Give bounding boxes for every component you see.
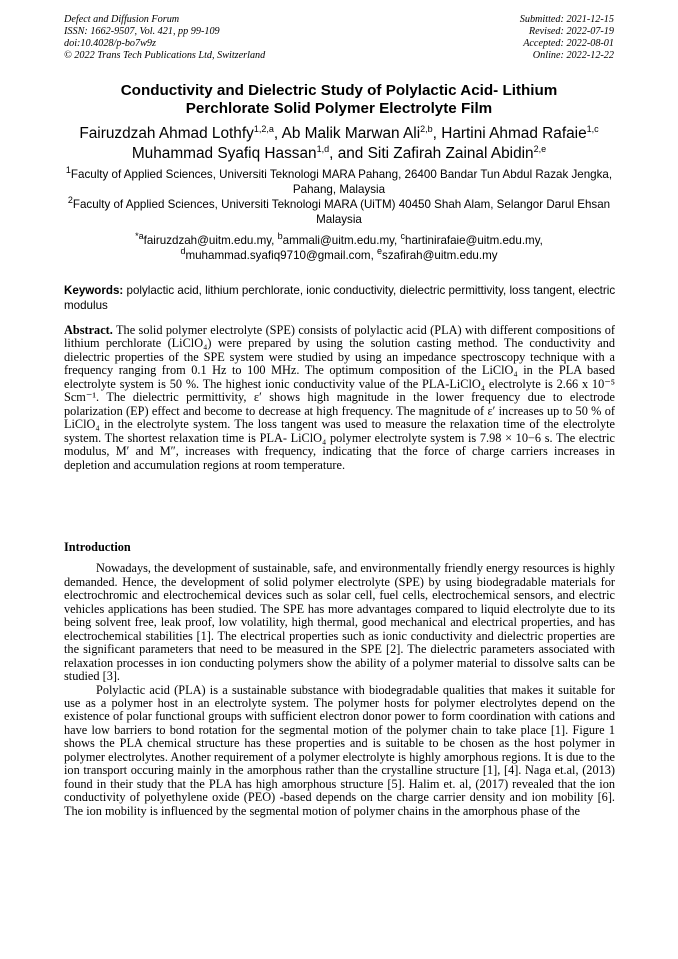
email[interactable]: hartinirafaie@uitm.edu.my,: [405, 234, 543, 247]
aff-sup: 1: [65, 165, 71, 176]
journal-info: [64, 14, 265, 62]
online-date: Online: 2022-12-22: [532, 50, 614, 61]
keywords: [64, 283, 616, 313]
email[interactable]: ammali@uitm.edu.my,: [282, 234, 401, 247]
author-sup: 1,d: [316, 143, 330, 154]
author-sup: 1,2,a: [253, 123, 274, 134]
copyright: © 2022 Trans Tech Publications Ltd, Switzerland: [64, 50, 266, 61]
author-sup: 1,c: [586, 123, 599, 134]
paragraph: Polylactic acid (PLA) is a sustainable substance with biodegradable qualities that makes it suitable for use as a polymer host in an electrolyte system. The polymer hosts for polymer electrolytes depend on the existence of polar functional groups with sufficient electron donor power to form coordination with cations and have low barriers to bond rotation for the segmental motion of the polymer chain to take place [1]. Figure 1 shows the PLA chemical structure has these properties and is suitable to be chosen as the host polymer in polymer electrolytes. Another requirement of a polymer electrolyte is highly amorphous regions. It is due to the ion transport occuring mainly in the amorphous rather than the crystalline structure [1], [4]. Naga et.al, (2013) found in their study that the PLA has high amorphous structure [5]. Halim et. al, (2017) revealed that the ion conductivity of polyethylene oxide (PEO) -based depends on the charge carrier density and ion mobility [6]. The ion mobility is influenced by the segmental motion of polymer chains in the amorphous phase of the: [64, 682, 615, 818]
author-name: Fairuzdzah Ahmad Lothfy: [79, 125, 254, 142]
author-sep: , and: [329, 145, 368, 162]
aff-text: Faculty of Applied Sciences, Universiti Teknologi MARA Pahang, 26400 Bandar Tun Abdul Razak Jengka, Pahang, Malaysia: [70, 168, 613, 196]
revised-date: Revised: 2022-07-19: [528, 26, 614, 37]
section-heading: Introduction: [64, 540, 131, 554]
paragraph: Nowadays, the development of sustainable, safe, and environmentally friendly energy resources is highly demanded. Hence, the development of solid polymer electrolyte (SPE) by using biodegradable materials for electrochromic and electrochemical devices such as solar cell, fuel cells, electrochemical sensors, and electric vehicles applications has been studied. The SPE has more advantages compared to liquid electrolyte due to its being solvent free, leak proof, low volatility, high thermal, good mechanical and electrical properties, and has electrochemical stabilities [1]. The electrical properties such as ionic conductivity and dielectric properties are the significant parameters that need to be measured in the SPE [2]. The dielectric parameters associated with relaxation processes in ion conducting polymers show the ability of a polymer material to dissolve salts can be studied [3].: [64, 561, 615, 684]
affiliation-2: [50, 197, 628, 227]
keywords-label: Keywords:: [64, 284, 124, 297]
email-sup: *a: [135, 231, 144, 242]
email[interactable]: muhammad.syafiq9710@gmail.com,: [185, 249, 378, 262]
affiliation-1: [50, 167, 628, 197]
email-sup: b: [277, 231, 283, 242]
aff-text: Faculty of Applied Sciences, Universiti Teknologi MARA (UiTM) 40450 Shah Alam, Selangor Darul Ehsan Malaysia: [72, 198, 611, 226]
author-sep: ,: [273, 125, 282, 142]
submitted-date: Submitted: 2021-12-15: [519, 14, 614, 25]
authors: [30, 124, 648, 164]
emails: [50, 233, 628, 263]
abstract-text: The solid polymer electrolyte (SPE) consists of polylactic acid (PLA) with different compositions of lithium perchlorate (LiClO₄) were prepared by using the solution casting method. The conductivity and dielectric properties of the SPE system were studied by using an impedance spectroscopy technique with a frequency ranging from 0.1 Hz to 100 MHz. The optimum composition of the LiClO₄ in the PLA based electrolyte system is 50 %. The highest ionic conductivity value of the PLA-LiClO₄ electrolyte is 2.66 x 10⁻⁵ Scm⁻¹. The dielectric permittivity, ε′ shows high magnitude in the lower frequency due to electrode polarization (EP) effect and become to decrease at high frequency. The magnitude of ε′ increases up to 50 % of LiClO₄ in the electrolyte system. The loss tangent was used to measure the relaxation time of the electrolyte system. The shortest relaxation time is PLA- LiClO₄ polymer electrolyte system is 7.98 × 10−6 s. The electric modulus, M′ and M″, increases with frequency, indicating that the force of charge carriers increases in depletion and accumulation regions at room temperature.: [64, 323, 615, 472]
dates-info: [520, 14, 614, 62]
aff-sup: 2: [67, 195, 73, 206]
email[interactable]: szafirah@uitm.edu.my: [382, 249, 498, 262]
author-name: Hartini Ahmad Rafaie: [441, 125, 587, 142]
title-line: Conductivity and Dielectric Study of Polylactic Acid- Lithium: [120, 82, 558, 99]
email-sup: c: [400, 231, 405, 242]
author-sep: ,: [432, 125, 442, 142]
journal-name: Defect and Diffusion Forum: [64, 14, 180, 25]
author-name: Ab Malik Marwan Ali: [281, 125, 421, 142]
author-name: Siti Zafirah Zainal Abidin: [367, 145, 534, 162]
author-sup: 2,b: [420, 123, 433, 134]
author-sup: 2,e: [533, 143, 547, 154]
author-name: Muhammad Syafiq Hassan: [131, 145, 317, 162]
issn: ISSN: 1662-9507, Vol. 421, pp 99-109: [64, 26, 220, 37]
keywords-text: polylactic acid, lithium perchlorate, ionic conductivity, dielectric permittivity, loss tangent, electric modulus: [64, 284, 616, 312]
title-line: Perchlorate Solid Polymer Electrolyte Film: [185, 100, 493, 117]
email[interactable]: fairuzdzah@uitm.edu.my,: [143, 234, 278, 247]
email-sup: e: [377, 246, 383, 257]
abstract-label: Abstract.: [64, 323, 113, 337]
accepted-date: Accepted: 2022-08-01: [523, 38, 614, 49]
introduction: [64, 541, 615, 818]
doi: doi:10.4028/p-bo7w9z: [64, 38, 156, 49]
email-sup: d: [180, 246, 186, 257]
abstract: [64, 324, 615, 472]
paper-title: [40, 82, 638, 118]
